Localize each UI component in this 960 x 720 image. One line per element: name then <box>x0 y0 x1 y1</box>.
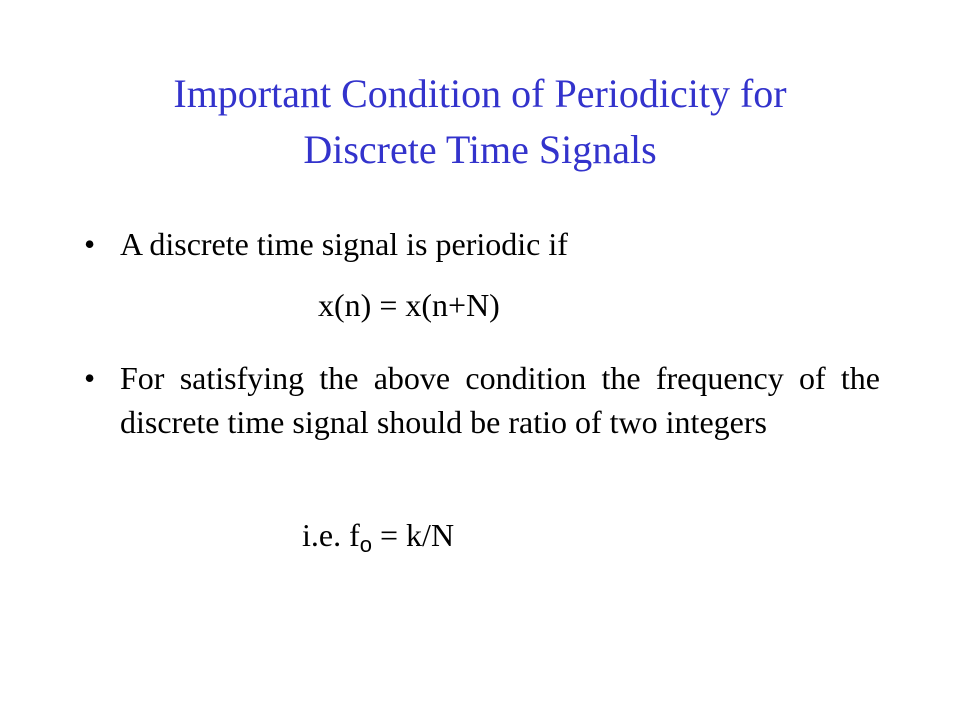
bullet-icon: • <box>84 360 96 396</box>
slide-title <box>60 66 900 178</box>
frequency-equation-suffix: = k/N <box>372 517 455 553</box>
bullet-item-frequency-condition <box>84 356 880 444</box>
bullet-icon: • <box>84 226 96 262</box>
title-line-1: Important Condition of Periodicity for <box>173 71 787 116</box>
frequency-equation-subscript: o <box>359 532 372 557</box>
title-line-2: Discrete Time Signals <box>303 127 657 172</box>
frequency-equation-prefix: i.e. f <box>302 517 360 553</box>
periodicity-equation: x(n) = x(n+N) <box>318 287 500 323</box>
bullet-item-periodic-definition <box>84 222 880 266</box>
frequency-equation <box>302 513 454 567</box>
bullet-text: A discrete time signal is periodic if <box>120 226 568 262</box>
bullet-text: For satisfying the above condition the frequency of the discrete time signal should be ratio of two integers <box>120 360 880 440</box>
